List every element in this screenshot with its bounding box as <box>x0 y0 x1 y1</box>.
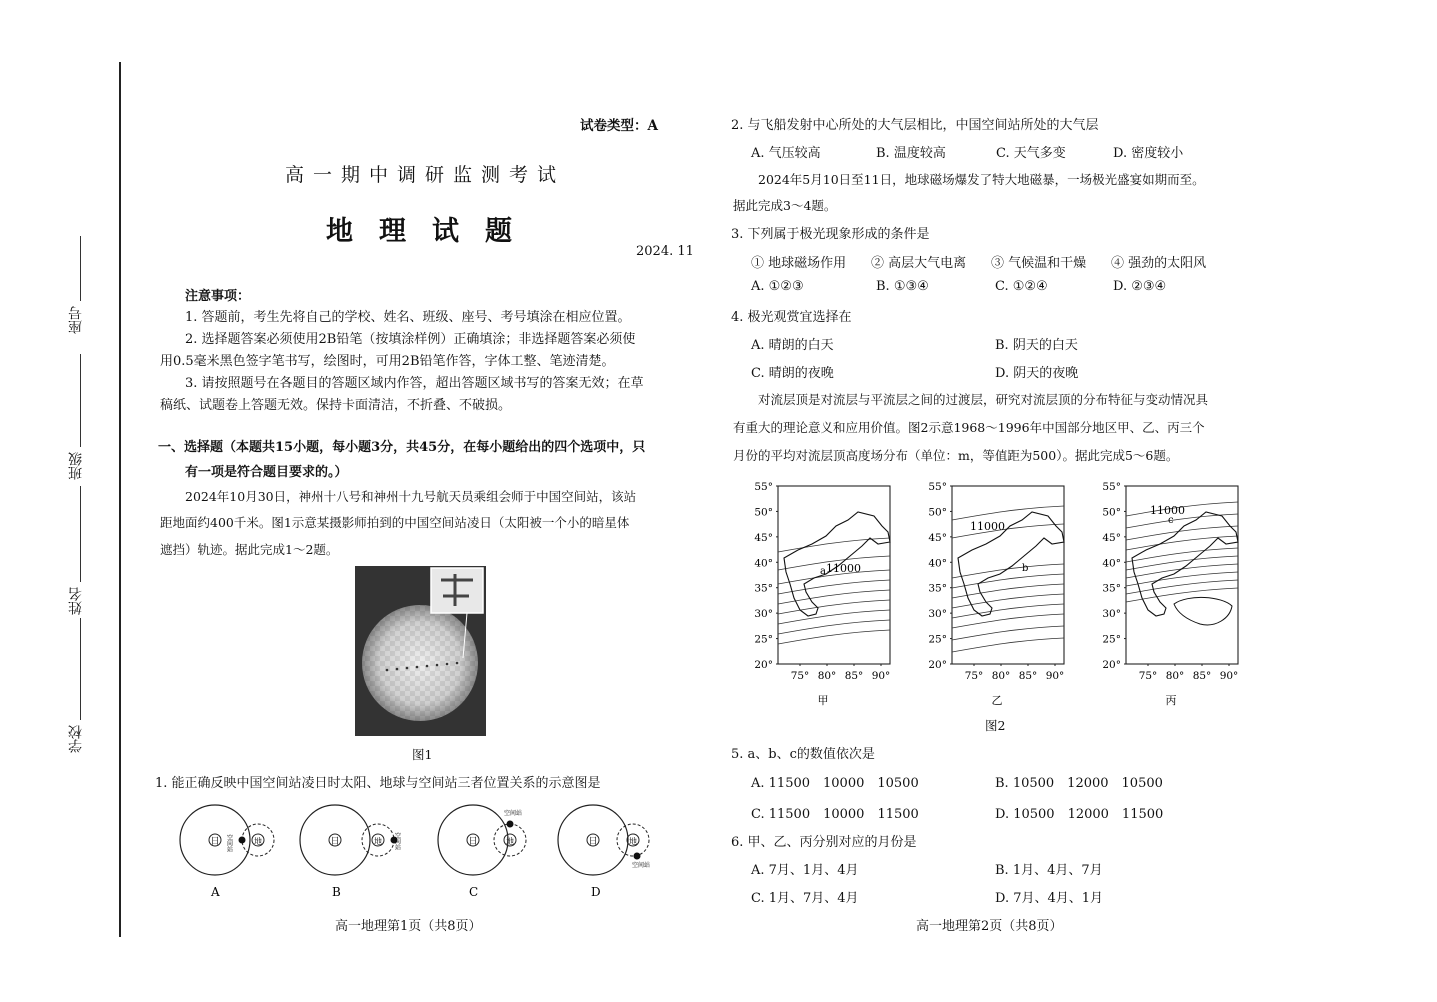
q4-option-b[interactable]: B. 阴天的白天 <box>995 338 1078 353</box>
intro12-line-b: 距地面约400千米。图1示意某摄影师拍到的中国空间站凌日（太阳被一个小的暗星体 <box>160 515 630 530</box>
school-label: 学校 <box>68 725 84 753</box>
space-station-transit-photo <box>355 566 486 736</box>
x-tick-label: 80° <box>991 670 1011 682</box>
x-tick-label: 90° <box>871 670 891 682</box>
q4-stem: 4. 极光观赏宜选择在 <box>731 310 852 325</box>
svg-text:空间站: 空间站 <box>393 832 401 850</box>
notice-item-1: 1. 答题前，考生先将自己的学校、姓名、班级、座号、考号填涂在相应位置。 <box>185 310 631 325</box>
exam-date: 2024. 11 <box>636 244 694 259</box>
x-tick-label: 85° <box>844 670 864 682</box>
y-tick-label: 40° <box>754 557 773 570</box>
seat-label: 座号 <box>68 306 84 334</box>
x-tick-label: 75° <box>790 670 810 682</box>
svg-text:日: 日 <box>588 837 598 847</box>
fig1-caption: 图1 <box>412 747 433 762</box>
intro12-line-a: 2024年10月30日，神州十八号和神州十九号航天员乘组会师于中国空间站，该站 <box>185 489 637 504</box>
y-tick-label: 40° <box>1102 557 1121 570</box>
station-label: 空间站 <box>225 834 233 852</box>
map-name: 甲 <box>817 694 829 707</box>
q5-option-c[interactable]: C. 11500 10000 11500 <box>751 807 919 822</box>
footer-left: 高一地理第1页（共8页） <box>335 919 482 934</box>
q4-option-c[interactable]: C. 晴朗的夜晚 <box>751 366 834 381</box>
q1-label-a: A <box>211 885 220 899</box>
contour-letter: c <box>1168 515 1174 526</box>
x-tick-label: 85° <box>1018 670 1038 682</box>
q6-option-d[interactable]: D. 7月、4月、1月 <box>995 891 1104 906</box>
contour-value: 11000 <box>826 562 861 575</box>
q1-option-b-diagram <box>300 805 401 875</box>
exam-title: 高一期中调研监测考试 <box>285 164 566 186</box>
y-tick-label: 25° <box>1102 633 1121 646</box>
q1-option-d-diagram <box>558 805 650 875</box>
svg-text:地: 地 <box>629 837 637 846</box>
notice-item-3a: 3. 请按照题号在各题目的答题区域内作答，超出答题区域书写的答案无效；在草 <box>185 376 644 391</box>
intro12-line-c: 遮挡）轨迹。据此完成1～2题。 <box>160 542 339 557</box>
y-tick-label: 45° <box>928 531 947 544</box>
map-name: 乙 <box>991 694 1003 707</box>
y-tick-label: 20° <box>1102 659 1121 671</box>
school-blank[interactable] <box>80 618 81 720</box>
y-tick-label: 45° <box>1102 531 1121 544</box>
subject-title: 地理试题 <box>326 216 538 247</box>
y-tick-label: 50° <box>754 506 773 519</box>
y-tick-label: 20° <box>754 659 773 671</box>
x-tick-label: 80° <box>817 670 837 682</box>
q5-option-b[interactable]: B. 10500 12000 10500 <box>995 776 1163 791</box>
y-tick-label: 25° <box>928 633 947 646</box>
footer-right: 高一地理第2页（共8页） <box>916 919 1063 934</box>
y-tick-label: 55° <box>928 481 947 493</box>
y-tick-label: 30° <box>1102 608 1121 621</box>
q2-option-a[interactable]: A. 气压较高 <box>751 146 821 161</box>
y-tick-label: 20° <box>928 659 947 671</box>
svg-text:空间站: 空间站 <box>632 862 651 869</box>
y-tick-label: 50° <box>1102 506 1121 519</box>
q2-stem: 2. 与飞船发射中心所处的大气层相比，中国空间站所处的大气层 <box>731 118 1099 133</box>
y-tick-label: 25° <box>754 633 773 646</box>
y-tick-label: 35° <box>1102 582 1121 595</box>
q6-option-b[interactable]: B. 1月、4月、7月 <box>995 863 1103 878</box>
notice-item-2a: 2. 选择题答案必须使用2B铅笔（按填涂样例）正确填涂；非选择题答案必须使 <box>185 332 636 347</box>
q3-stem: 3. 下列属于极光现象形成的条件是 <box>731 227 930 242</box>
q3-condition-3: ③ 气候温和干燥 <box>991 256 1087 271</box>
q3-option-d[interactable]: D. ②③④ <box>1113 279 1167 294</box>
q1-stem: 1. 能正确反映中国空间站凌日时太阳、地球与空间站三者位置关系的示意图是 <box>155 776 601 791</box>
paper-type: 试卷类型：A <box>580 118 658 134</box>
section1-heading-a: 一、选择题（本题共15小题，每小题3分，共45分，在每小题给出的四个选项中，只 <box>158 440 646 455</box>
y-tick-label: 45° <box>754 531 773 544</box>
q4-option-d[interactable]: D. 阴天的夜晚 <box>995 366 1079 381</box>
y-tick-label: 30° <box>754 608 773 621</box>
q6-stem: 6. 甲、乙、丙分别对应的月份是 <box>731 835 917 850</box>
q2-option-b[interactable]: B. 温度较高 <box>876 146 946 161</box>
y-tick-label: 55° <box>754 481 773 493</box>
map-name: 丙 <box>1165 694 1177 707</box>
notice-item-3b: 稿纸、试题卷上答题无效。保持卡面清洁，不折叠、不破损。 <box>160 398 512 413</box>
name-blank[interactable] <box>80 486 81 582</box>
q3-condition-4: ④ 强劲的太阳风 <box>1111 256 1207 271</box>
x-tick-label: 80° <box>1165 670 1185 682</box>
y-tick-label: 35° <box>928 582 947 595</box>
y-tick-label: 35° <box>754 582 773 595</box>
q5-option-a[interactable]: A. 11500 10000 10500 <box>751 776 919 791</box>
y-tick-label: 50° <box>928 506 947 519</box>
q3-condition-2: ② 高层大气电离 <box>871 256 967 271</box>
notice-item-2b: 用0.5毫米黑色签字笔书写，绘图时，可用2B铅笔作答，字体工整、笔迹清楚。 <box>160 354 615 369</box>
svg-text:日: 日 <box>468 837 478 847</box>
q1-option-a-diagram <box>180 805 274 875</box>
binding-line <box>119 62 121 937</box>
fig2-caption: 图2 <box>985 718 1006 733</box>
svg-text:日: 日 <box>330 837 340 847</box>
contour-value: 11000 <box>970 520 1005 533</box>
intro34-line-b: 据此完成3～4题。 <box>733 198 837 213</box>
y-tick-label: 55° <box>1102 481 1121 493</box>
q1-label-c: C <box>469 885 479 899</box>
earth-label: 地 <box>254 837 262 846</box>
y-tick-label: 30° <box>928 608 947 621</box>
x-tick-label: 75° <box>1138 670 1158 682</box>
contour-letter: a <box>820 566 826 577</box>
q2-option-c[interactable]: C. 天气多变 <box>996 146 1066 161</box>
contour-map-panel <box>1126 486 1238 664</box>
q3-option-a[interactable]: A. ①②③ <box>751 279 804 294</box>
q3-condition-1: ① 地球磁场作用 <box>751 256 847 271</box>
q5-stem: 5. a、b、c的数值依次是 <box>731 747 875 762</box>
q3-option-c[interactable]: C. ①②④ <box>995 279 1048 294</box>
section1-heading-b: 有一项是符合题目要求的。） <box>185 465 348 480</box>
contour-map-panel <box>778 486 890 664</box>
intro56-line-c: 月份的平均对流层顶高度场分布（单位：m，等值距为500）。据此完成5～6题。 <box>733 448 1179 463</box>
q3-option-b[interactable]: B. ①③④ <box>876 279 929 294</box>
contour-map-panel <box>952 486 1064 664</box>
svg-text:地: 地 <box>374 837 382 846</box>
q6-option-c[interactable]: C. 1月、7月、4月 <box>751 891 859 906</box>
q5-option-d[interactable]: D. 10500 12000 11500 <box>995 807 1164 822</box>
svg-text:空间站: 空间站 <box>504 810 523 817</box>
y-tick-label: 40° <box>928 557 947 570</box>
contour-value: 11000 <box>1150 504 1185 517</box>
fig2-contour-maps <box>740 474 1260 714</box>
q1-option-c-diagram <box>438 805 526 875</box>
q1-label-d: D <box>591 885 601 899</box>
q4-option-a[interactable]: A. 晴朗的白天 <box>751 338 834 353</box>
contour-letter: b <box>1022 563 1029 574</box>
name-label: 姓名 <box>68 587 84 615</box>
svg-text:地: 地 <box>506 837 514 846</box>
x-tick-label: 85° <box>1192 670 1212 682</box>
q1-diagrams <box>170 800 670 900</box>
intro56-line-b: 有重大的理论意义和应用价值。图2示意1968～1996年中国部分地区甲、乙、丙三个 <box>733 420 1205 435</box>
q2-option-d[interactable]: D. 密度较小 <box>1113 146 1184 161</box>
q1-label-b: B <box>332 885 341 899</box>
sun-label: 日 <box>210 837 220 847</box>
q6-option-a[interactable]: A. 7月、1月、4月 <box>751 863 859 878</box>
intro34-line-a: 2024年5月10日至11日，地球磁场爆发了特大地磁暴，一场极光盛宴如期而至。 <box>758 172 1205 187</box>
x-tick-label: 90° <box>1219 670 1239 682</box>
seat-blank[interactable] <box>80 236 81 301</box>
class-blank[interactable] <box>80 354 81 447</box>
intro56-line-a: 对流层顶是对流层与平流层之间的过渡层，研究对流层顶的分布特征与变动情况具 <box>758 392 1209 407</box>
class-label: 班级 <box>68 452 84 480</box>
notice-heading: 注意事项： <box>185 289 251 304</box>
x-tick-label: 90° <box>1045 670 1065 682</box>
x-tick-label: 75° <box>964 670 984 682</box>
